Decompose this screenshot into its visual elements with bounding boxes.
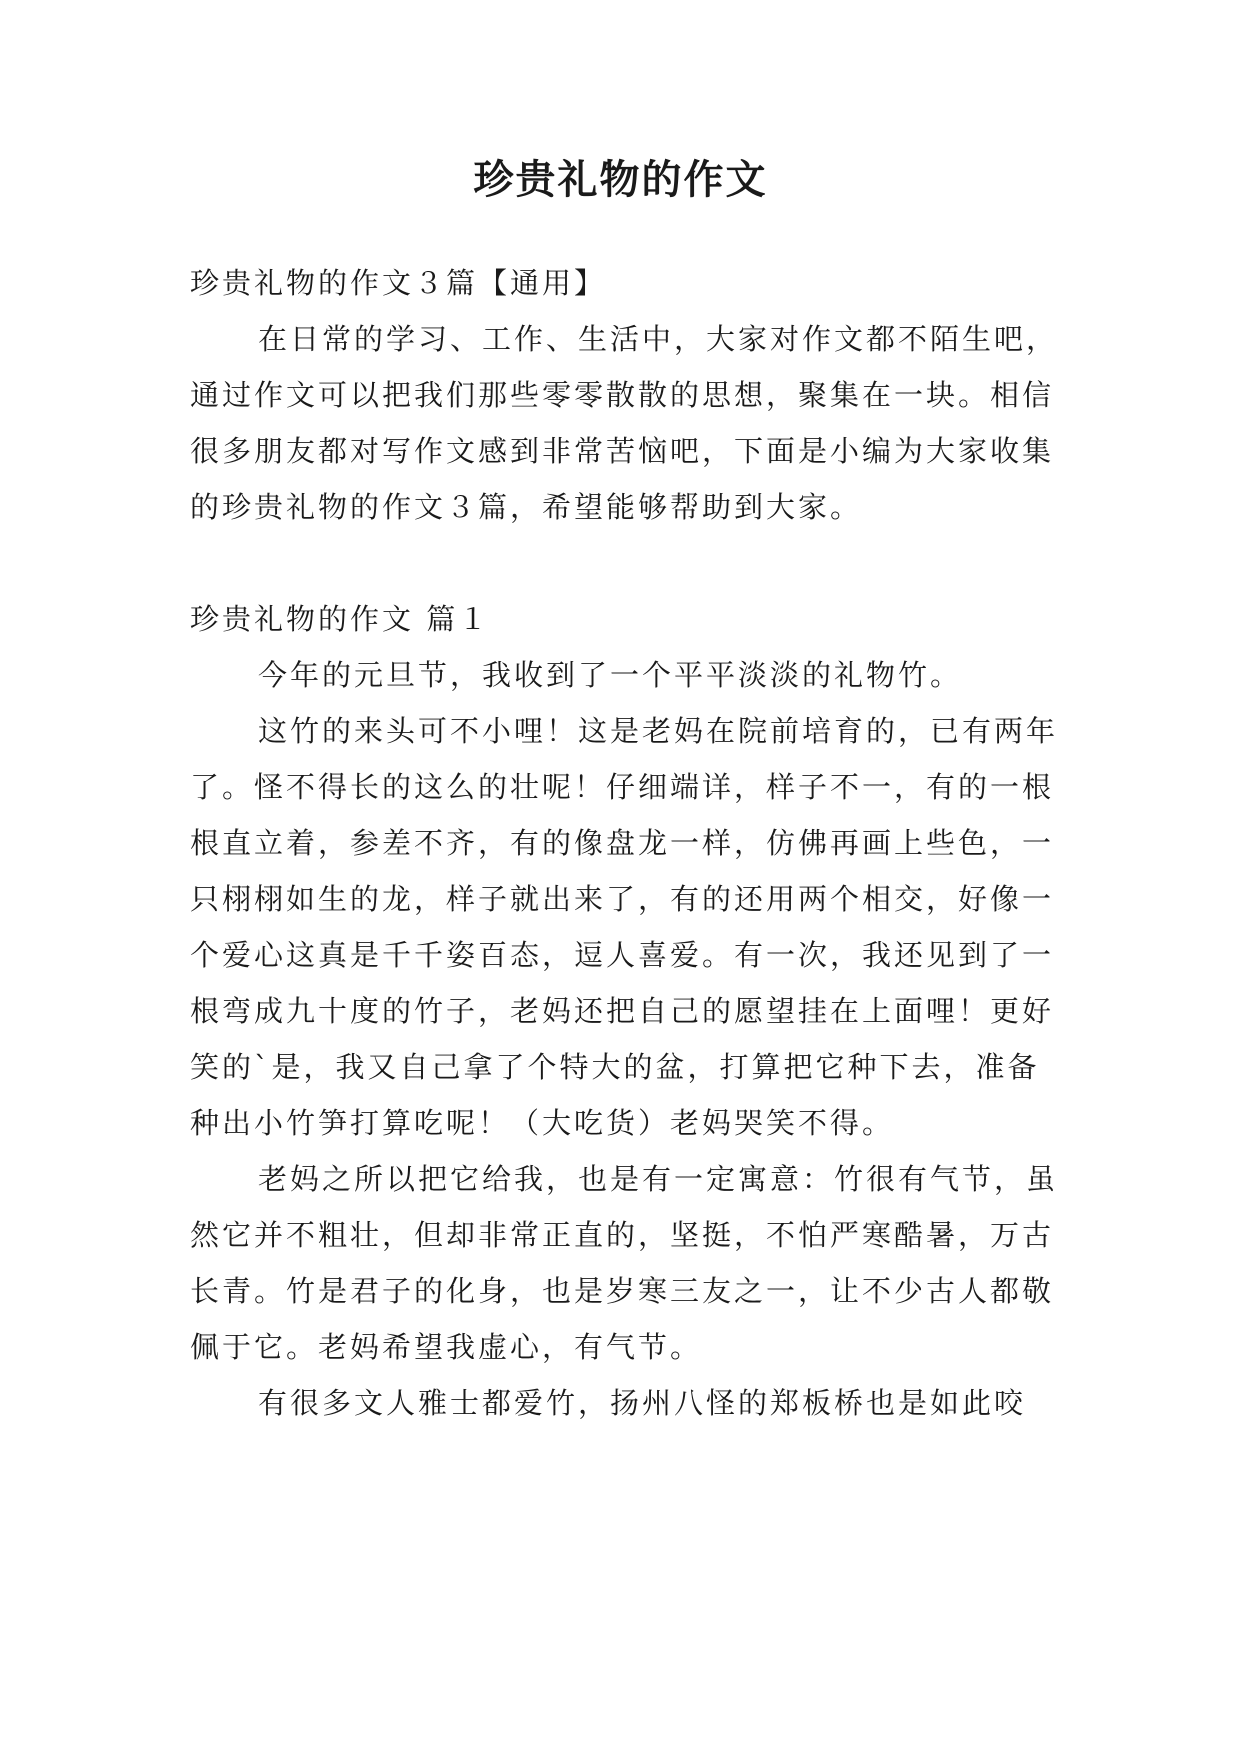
section-heading: 珍贵礼物的作文 篇１	[190, 602, 491, 636]
document-body	[190, 255, 1070, 1431]
document-subtitle: 珍贵礼物的作文３篇【通用】	[190, 266, 607, 300]
body-paragraph: 今年的元旦节，我收到了一个平平淡淡的礼物竹。	[258, 658, 963, 692]
body-paragraph: 这竹的来头可不小哩！这是老妈在院前培育的，已有两年了。怪不得长的这么的壮呢！仔细端详，样子不一，有的一根根直立着，参差不齐，有的像盘龙一样，仿佛再画上些色，一只栩栩如生的龙，样子就出来了，有的还用两个相交，好像一个爱心这真是千千姿百态，逗人喜爱。有一次，我还见到了一根弯成九十度的竹子，老妈还把自己的愿望挂在上面哩！更好笑的`是，我又自己拿了个特大的盆，打算把它种下去，准备种出小竹笋打算吃呢！（大吃货）老妈哭笑不得。	[190, 714, 1059, 1140]
document-title: 珍贵礼物的作文	[473, 156, 768, 203]
body-paragraph: 老妈之所以把它给我，也是有一定寓意：竹很有气节，虽然它并不粗壮，但却非常正直的，坚挺，不怕严寒酷暑，万古长青。竹是君子的化身，也是岁寒三友之一，让不少古人都敬佩于它。老妈希望我虚心，有气节。	[190, 1162, 1059, 1364]
body-paragraph: 有很多文人雅士都爱竹，扬州八怪的郑板桥也是如此咬	[258, 1386, 1027, 1420]
section-spacer	[190, 535, 1070, 591]
intro-paragraph: 在日常的学习、工作、生活中，大家对作文都不陌生吧，通过作文可以把我们那些零零散散的思想，聚集在一块。相信很多朋友都对写作文感到非常苦恼吧，下面是小编为大家收集的珍贵礼物的作文３篇，希望能够帮助到大家。	[190, 322, 1059, 524]
